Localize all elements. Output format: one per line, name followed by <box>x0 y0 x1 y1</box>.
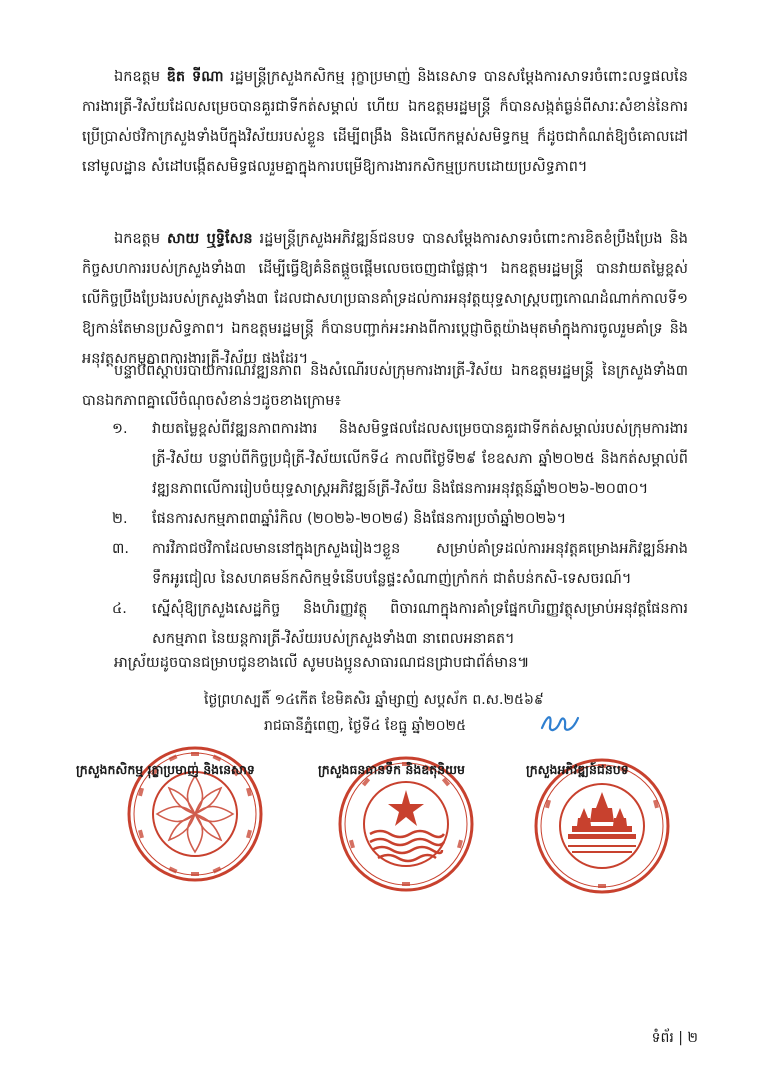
list-item <box>82 414 688 504</box>
minister-name: ឌិត ទីណា <box>166 69 224 85</box>
initials-signature-mark <box>538 710 584 736</box>
signatory-agriculture: ក្រសួងកសិកម្ម រុក្ខាប្រមាញ់ និងនេសាទ <box>76 762 255 777</box>
solar-date-line: រាជធានីភ្នំពេញ, ថ្ងៃទី៤ ខែធ្នូ ឆ្នាំ២០២៥ <box>264 718 467 734</box>
list-text: ការវិភាជថវិកាដែលមាននៅក្នុងក្រសួងរៀងៗខ្លួន សម្រាប់គាំទ្រដល់ការអនុវត្តគម្រោងអភិវឌ្ឍន៍អាងទឹកអូរជៀល នៃសហគមន៍កសិកម្មទំនើបបន្លែផ្ទះសំណាញ់ក្រាំកក់ ជាតំបន់កសិ-ទេសចរណ៍។ <box>152 541 688 587</box>
list-text: ផែនការសកម្មភាព៣ឆ្នាំរំកិល (២០២៦-២០២៨) និងផែនការប្រចាំឆ្នាំ២០២៦។ <box>152 511 567 527</box>
paragraph-text: រដ្ឋមន្ត្រីក្រសួងកសិកម្ម រុក្ខាប្រមាញ់ និងនេសាទ បានសម្តែងការសាទរចំពោះលទ្ធផលនៃការងារត្រី-វិស័យដែលសម្រេចបានគួរជាទីកត់សម្គាល់ ហើយ ឯកឧត្តមរដ្ឋមន្ត្រី ក៏បានសង្កត់ធ្ងន់ពីសារៈសំខាន់នៃការប្រើប្រាស់ថវិកាក្រសួងទាំងបីក្នុងវិស័យរបស់ខ្លួន ដើម្បីពង្រឹង និងលើកកម្ពស់សមិទ្ធកម្ម ក៏ដូចជាកំណត់ឱ្យចំគោលដៅនៅមូលដ្ឋាន សំដៅបង្កើតសមិទ្ធផលរួមគ្នាក្នុងការបម្រើឱ្យការងារកសិកម្មប្រកបដោយប្រសិទ្ធភាព។ <box>82 69 688 175</box>
signatory-water-resources: ក្រសួងធនធានទឹក និងឧតុនិយម <box>318 762 465 777</box>
agreement-list <box>82 414 688 654</box>
paragraph-lead: ឯកឧត្តម <box>114 69 167 85</box>
paragraph-rural-development-minister <box>82 224 688 374</box>
signatory-rural-development: ក្រសួងអភិវឌ្ឍន៍ជនបទ <box>526 762 629 777</box>
minister-name: សាយ ឬទ្ធិសែន <box>166 231 253 247</box>
list-number: ៤. <box>112 601 127 617</box>
paragraph-lead: ឯកឧត្តម <box>114 231 167 247</box>
paragraph-agreement-intro: បន្ទាប់ពីស្តាប់របាយការណ៍វឌ្ឍនភាព និងសំណើរបស់ក្រុមការងារត្រី-វិស័យ ឯកឧត្តមរដ្ឋមន្ត្រី នៃក្រសួងទាំង៣ បានឯកភាពគ្នាលើចំណុចសំខាន់ៗដូចខាងក្រោម៖ <box>82 363 688 409</box>
list-text: ស្នើសុំឱ្យក្រសួងសេដ្ឋកិច្ច និងហិរញ្ញវត្ថុ ពិចារណាក្នុងការគាំទ្រផ្នែកហិរញ្ញវត្ថុសម្រាប់អនុវត្តផែនការសកម្មភាព នៃយន្តការត្រី-វិស័យរបស់ក្រសួងទាំង៣ នាពេលអនាគត។ <box>152 601 688 647</box>
list-item <box>82 594 688 654</box>
list-item <box>82 504 688 534</box>
paragraph-text: រដ្ឋមន្ត្រីក្រសួងអភិវឌ្ឍន៍ជនបទ បានសម្តែងការសាទរចំពោះការខិតខំប្រឹងប្រែង និងកិច្ចសហការរបស់ក្រសួងទាំង៣ ដើម្បីធ្វើឱ្យគំនិតផ្តួចផ្តើមលេចចេញជាផ្លែផ្កា។ ឯកឧត្តមរដ្ឋមន្ត្រី បានវាយតម្លៃខ្ពស់លើកិច្ចប្រឹងប្រែងរបស់ក្រសួងទាំង៣ ដែលជាសហប្រធានគាំទ្រដល់ការអនុវត្តយុទ្ធសាស្ត្របញ្ចកោណដំណាក់កាលទី១ ឱ្យកាន់តែមានប្រសិទ្ធភាព។ ឯកឧត្តមរដ្ឋមន្ត្រី ក៏បានបញ្ជាក់អះអាងពីការប្តេជ្ញាចិត្តយ៉ាងមុតមាំក្នុងការចូលរួមគាំទ្រ និងអនុវត្តសកម្មភាពការងារត្រី-វិស័យ ផងដែរ។ <box>82 231 688 367</box>
paragraph-agriculture-minister <box>82 62 688 182</box>
lunar-date-line: ថ្ងៃព្រហស្បតិ៍ ១៤កើត ខែមិគសិរ ឆ្នាំម្សាញ់ សប្តស័ក ព.ស.២៥៦៩ <box>204 692 544 708</box>
list-number: ១. <box>112 421 128 437</box>
list-item <box>82 534 688 594</box>
list-text: វាយតម្លៃខ្ពស់ពីវឌ្ឍនភាពការងារ និងសមិទ្ធផលដែលសម្រេចបានគួរជាទីកត់សម្គាល់របស់ក្រុមការងារត្រី-វិស័យ បន្ទាប់ពីកិច្ចប្រជុំត្រី-វិស័យលើកទី៤ កាលពីថ្ងៃទី២៩ ខែឧសភា ឆ្នាំ២០២៥ និងកត់សម្គាល់ពីវឌ្ឍនភាពលើការរៀបចំយុទ្ធសាស្ត្រអភិវឌ្ឍន៍ត្រី-វិស័យ និងផែនការអនុវត្តន៍ឆ្នាំ២០២៦-២០៣០។ <box>152 421 688 497</box>
page-number: ទំព័រ | ២ <box>651 1030 698 1046</box>
list-number: ៣. <box>112 541 129 557</box>
list-number: ២. <box>112 511 128 527</box>
closing-statement: អាស្រ័យដូចបានជម្រាបជូនខាងលើ សូមបងប្អូនសាធារណជនជ្រាបជាព័ត៌មាន៕ <box>114 655 530 671</box>
